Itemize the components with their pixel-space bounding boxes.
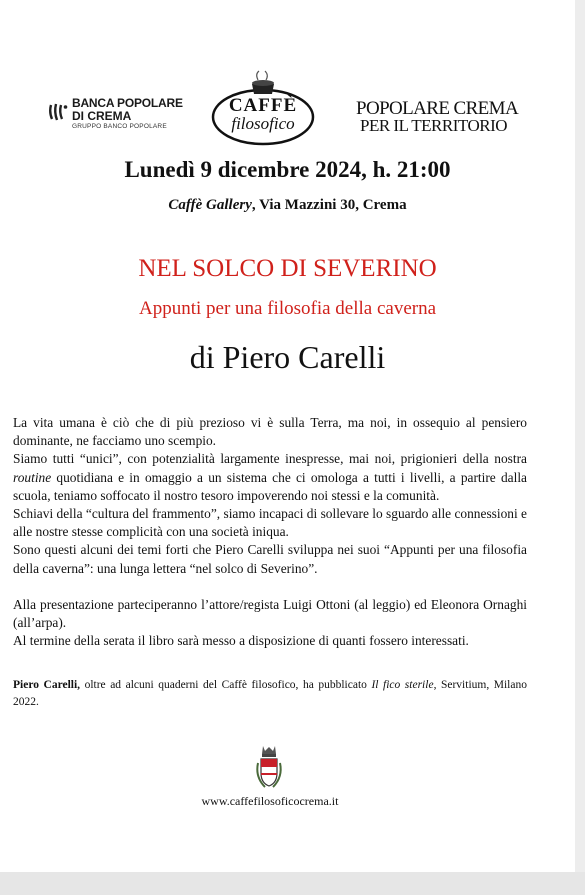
website-link[interactable]: www.caffefilosoficocrema.it — [201, 794, 339, 808]
paragraph-4: Sono questi alcuni dei temi forti che Piero Carelli sviluppa nei suoi “Appunti per una filosofia della caverna”: una lunga lettera “nel solco di Severino”. — [13, 542, 527, 576]
paragraph-6: Al termine della serata il libro sarà messo a disposizione di quanti fossero interessati. — [13, 633, 469, 649]
bpc-line3: GRUPPO BANCO POPOLARE — [72, 123, 167, 130]
filosofico-logo-text: filosofico — [231, 114, 295, 133]
paragraph-1: La vita umana è ciò che di più prezioso vi è sulla Terra, ma noi, in ossequio al pensiero dominante, ne facciamo uno scempio. — [13, 415, 527, 449]
page-edge-band — [575, 0, 585, 895]
event-date: Lunedì 9 dicembre 2024, h. 21:00 — [124, 157, 451, 182]
caffe-filosofico-logo — [210, 70, 316, 148]
bpc-line2: DI CREMA — [72, 109, 132, 123]
paragraph-3: Schiavi della “cultura del frammento”, siamo incapaci di sollevare lo sguardo alle connessioni e alle nostre stesse complicità con una società iniqua. — [13, 506, 527, 540]
popolare-crema-territorio-logo — [356, 98, 519, 140]
routine-word: routine — [13, 469, 52, 485]
event-venue — [0, 197, 575, 214]
book-author: di Piero Carelli — [189, 339, 386, 375]
paragraph-2-end: quotidiana e in omaggio a un sistema che ci omologa a tutti i livelli, a partire dalla scuola, teniamo soffocato il nostro tesoro impoverendo noi stessi e la comunità. — [13, 469, 527, 503]
page-bottom-band — [0, 872, 585, 895]
author-note-book: Il fico sterile — [371, 679, 434, 691]
paragraph-2-start: Siamo tutti “unici”, con potenzialità largamente inespresse, mai noi, prigionieri della nostra — [13, 451, 527, 467]
caffe-logo-text: CAFFÈ — [228, 95, 298, 116]
venue-address: , Via Mazzini 30, Crema — [251, 197, 407, 213]
book-subtitle: Appunti per una filosofia della caverna — [138, 298, 437, 319]
description-body — [13, 414, 527, 650]
paragraph-2 — [13, 450, 527, 505]
paragraph-gap — [13, 578, 527, 596]
pct-line1: POPOLARE CREMA — [356, 98, 519, 119]
author-note-text-b: , Servitium, Milano 2022. — [13, 679, 527, 708]
paragraph-5: Alla presentazione parteciperanno l’attore/regista Luigi Ottoni (al leggio) ed Eleonora Ornaghi (all’arpa). — [13, 596, 527, 631]
crema-coat-of-arms-icon — [252, 743, 286, 793]
bpc-line1: BANCA POPOLARE — [72, 96, 183, 110]
banca-popolare-crema-logo — [48, 95, 188, 135]
bpc-mark-icon — [48, 101, 68, 123]
pct-line2: PER IL TERRITORIO — [360, 116, 508, 135]
book-title: NEL SOLCO DI SEVERINO — [138, 255, 437, 282]
venue-name: Caffè Gallery — [168, 197, 252, 213]
author-note-text-a: oltre ad alcuni quaderni del Caffè filosofico, ha pubblicato — [80, 679, 372, 691]
author-note-name: Piero Carelli, — [13, 679, 81, 691]
author-note — [13, 677, 527, 711]
